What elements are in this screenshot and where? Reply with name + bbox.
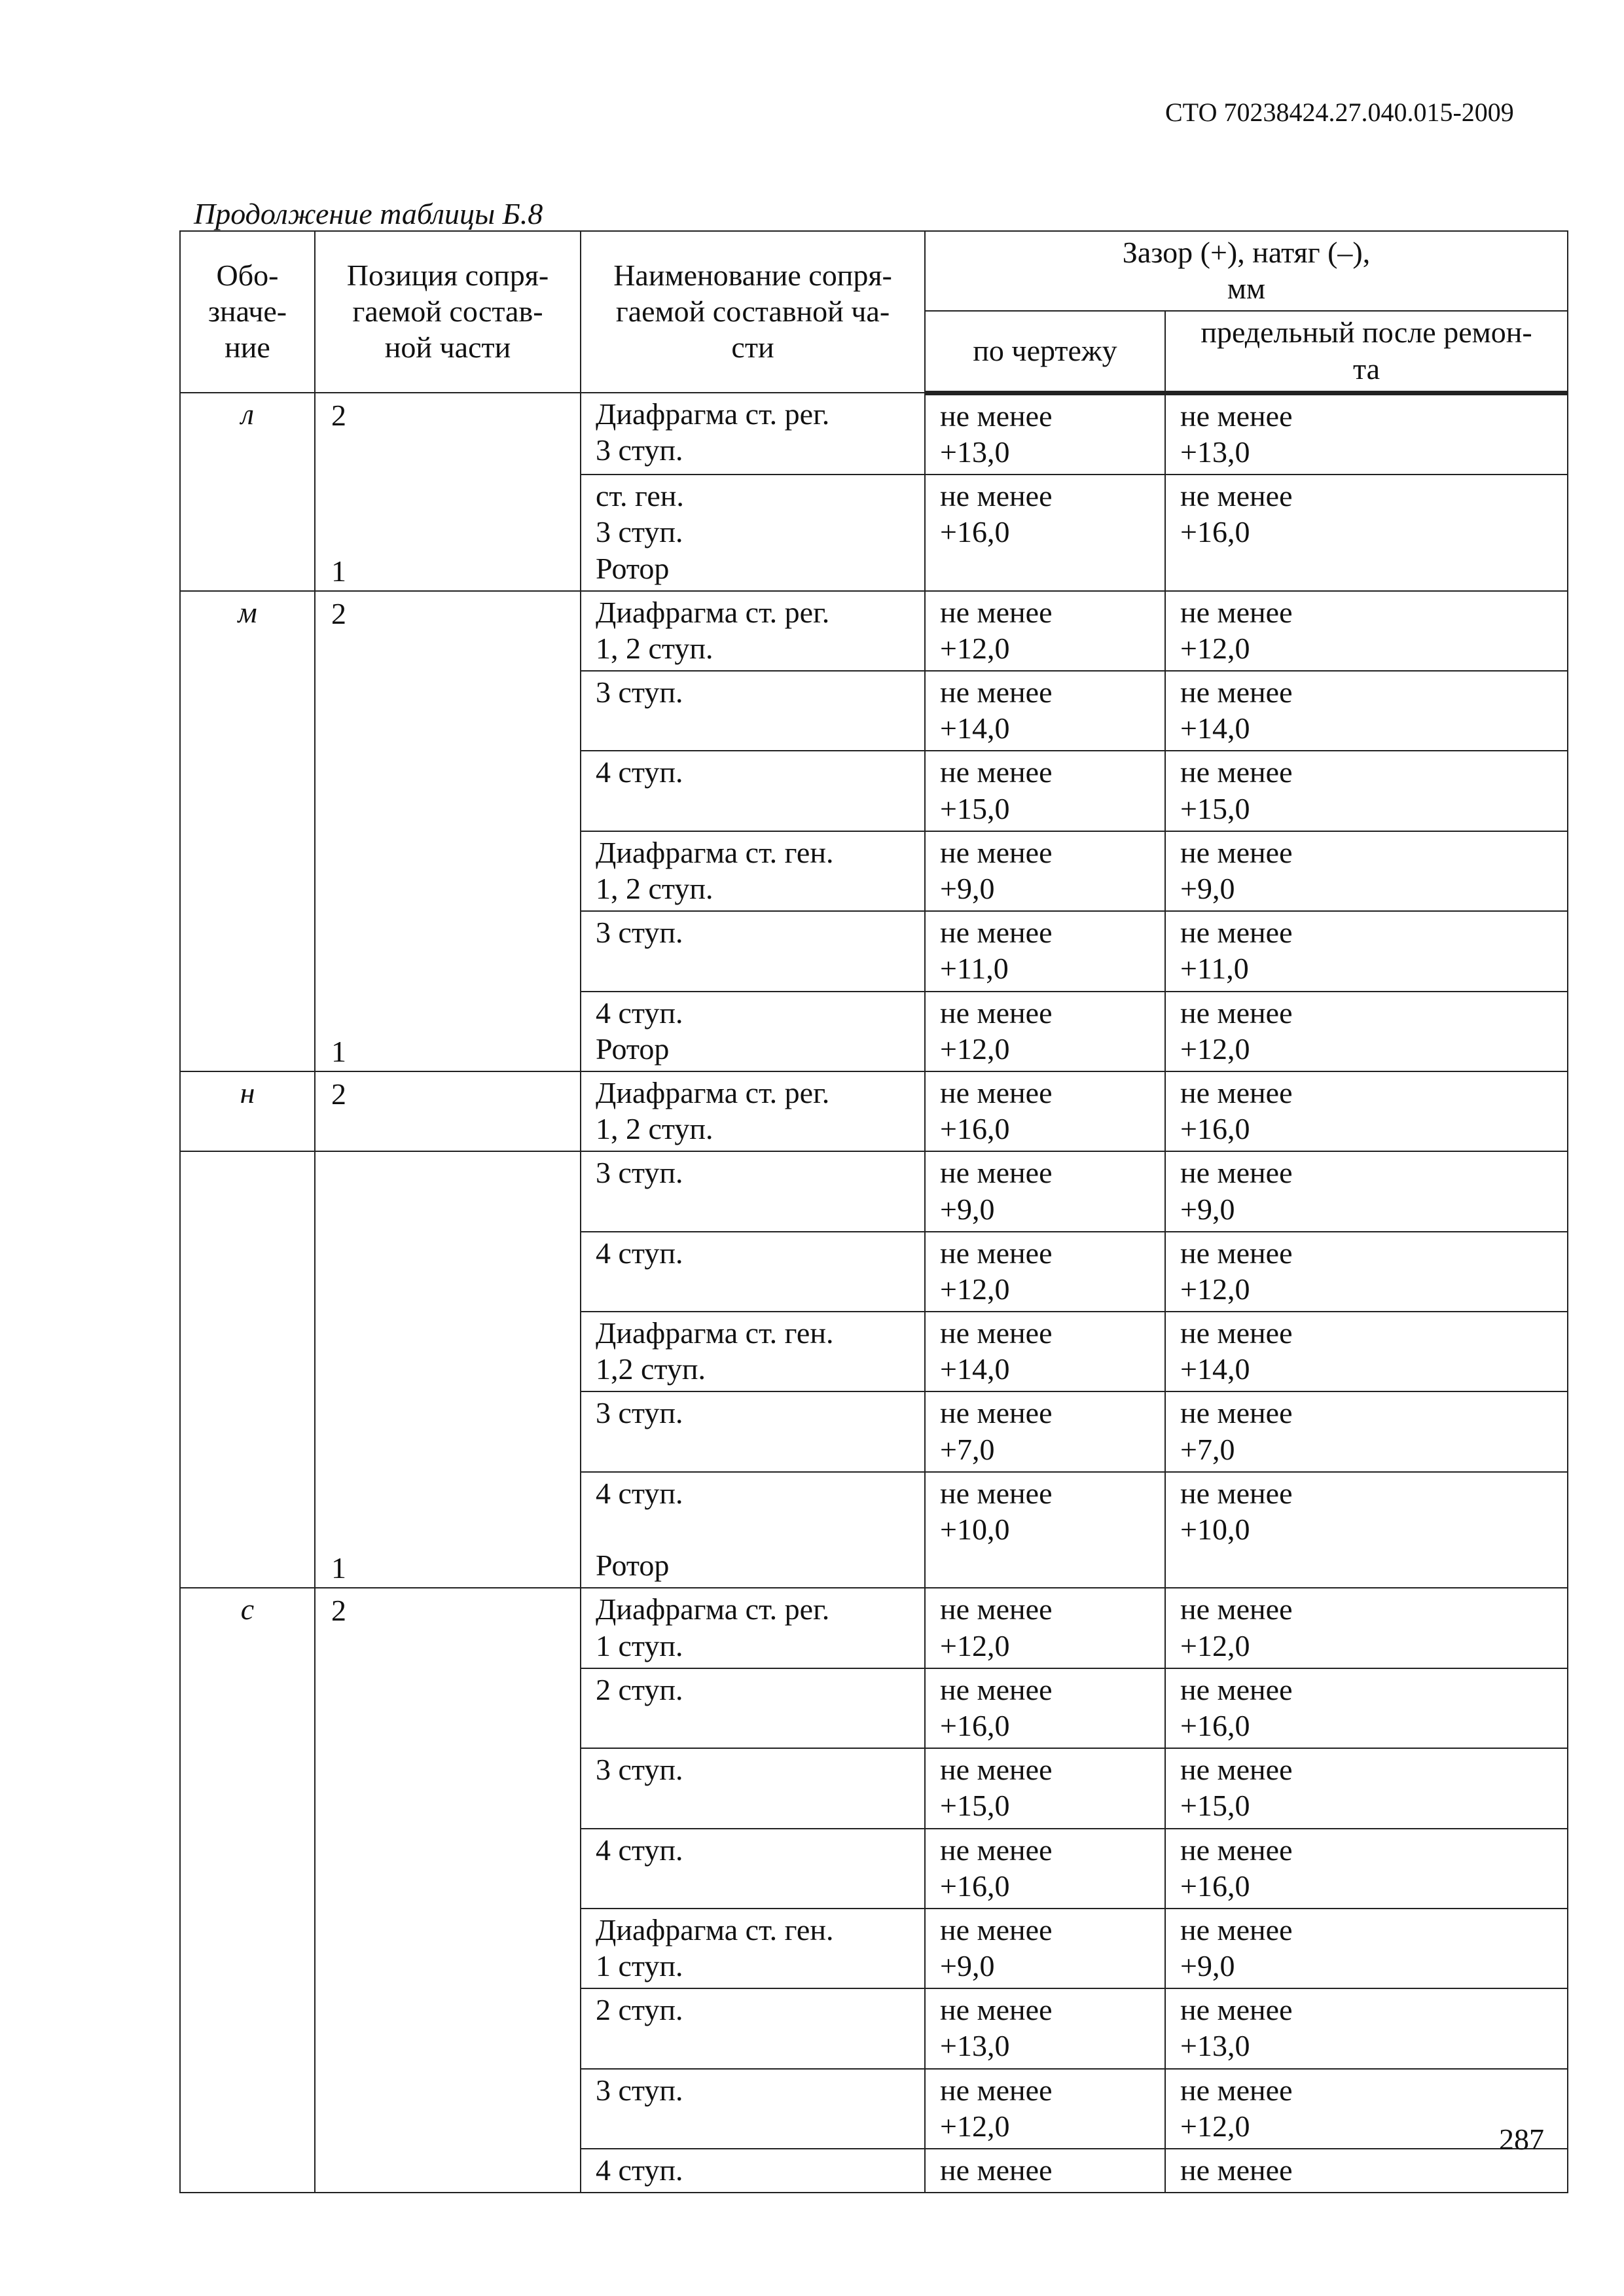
by-drawing-line: не менее xyxy=(940,916,1053,950)
header-designation: Обо- значе- ние xyxy=(180,231,315,393)
designation-cell: с xyxy=(180,1588,315,2193)
by-drawing-line: +12,0 xyxy=(940,1272,1010,1306)
limit-line: не менее xyxy=(1180,2073,1293,2107)
limit-line: не менее xyxy=(1180,1156,1293,1190)
clearance-table xyxy=(179,230,1568,2193)
limit-cell xyxy=(1165,591,1568,671)
limit-line: +13,0 xyxy=(1180,435,1250,469)
part-name-line: 1,2 ступ. xyxy=(596,1352,706,1386)
by-drawing-cell xyxy=(925,1391,1165,1471)
by-drawing-line: +11,0 xyxy=(940,952,1009,986)
part-name-line: 1, 2 ступ. xyxy=(596,1112,713,1146)
part-name-line: Диафрагма ст. рег. xyxy=(596,1075,830,1109)
header-limit-after-repair: предельный после ремон- та xyxy=(1165,311,1568,393)
limit-line: +13,0 xyxy=(1180,2029,1250,2063)
limit-line: +14,0 xyxy=(1180,1352,1250,1386)
by-drawing-cell xyxy=(925,751,1165,831)
limit-line: не менее xyxy=(1180,1075,1293,1109)
part-name-line: 3 ступ. xyxy=(596,675,683,709)
by-drawing-line: +12,0 xyxy=(940,631,1010,665)
limit-line: не менее xyxy=(1180,1993,1293,2027)
part-name-cell xyxy=(581,1071,925,1151)
limit-line: не менее xyxy=(1180,399,1293,433)
limit-line: +14,0 xyxy=(1180,711,1250,745)
part-name-line: Диафрагма ст. ген. xyxy=(596,1316,834,1350)
part-name-cell xyxy=(581,831,925,911)
position-top-value: 2 xyxy=(331,1594,346,1628)
table-row xyxy=(180,591,1568,671)
limit-cell xyxy=(1165,1472,1568,1588)
by-drawing-line: +14,0 xyxy=(940,1352,1010,1386)
part-name-line: 3 ступ. xyxy=(596,916,683,950)
position-top-value: 2 xyxy=(331,596,346,630)
part-name-line: Ротор xyxy=(596,1031,670,1066)
by-drawing-cell xyxy=(925,2149,1165,2193)
by-drawing-line: не менее xyxy=(940,1672,1053,1706)
part-name-cell xyxy=(581,1472,925,1588)
part-name-line: 2 ступ. xyxy=(596,1672,683,1706)
limit-line: +9,0 xyxy=(1180,1949,1235,1983)
limit-line: не менее xyxy=(1180,1912,1293,1946)
by-drawing-cell xyxy=(925,1312,1165,1391)
part-name-line: 4 ступ. xyxy=(596,996,683,1030)
by-drawing-line: не менее xyxy=(940,479,1053,513)
by-drawing-cell xyxy=(925,831,1165,911)
limit-line: +12,0 xyxy=(1180,631,1250,665)
part-name-line: 3 ступ. xyxy=(596,1396,683,1430)
designation-cell xyxy=(180,1151,315,1588)
by-drawing-line: +16,0 xyxy=(940,1869,1010,1903)
limit-cell xyxy=(1165,1829,1568,1909)
limit-cell xyxy=(1165,393,1568,475)
limit-line: +16,0 xyxy=(1180,515,1250,549)
position-bottom-value: 1 xyxy=(331,554,346,588)
by-drawing-cell xyxy=(925,1071,1165,1151)
position-top-value: 2 xyxy=(331,399,346,433)
limit-line: не менее xyxy=(1180,835,1293,869)
by-drawing-line: +16,0 xyxy=(940,1112,1010,1146)
part-name-line: Диафрагма ст. рег. xyxy=(596,595,830,629)
by-drawing-line: не менее xyxy=(940,755,1053,789)
part-name-cell xyxy=(581,992,925,1071)
part-name-line: 3 ступ. xyxy=(596,1753,683,1787)
designation-cell: н xyxy=(180,1071,315,1151)
by-drawing-cell xyxy=(925,1588,1165,1668)
part-name-line: 1 ступ. xyxy=(596,1949,683,1983)
part-name-line: Ротор xyxy=(596,1549,670,1583)
limit-line: не менее xyxy=(1180,1316,1293,1350)
part-name-cell xyxy=(581,1391,925,1471)
by-drawing-line: не менее xyxy=(940,675,1053,709)
part-name-line: Диафрагма ст. ген. xyxy=(596,1912,834,1946)
limit-line: не менее xyxy=(1180,1753,1293,1787)
part-name-cell xyxy=(581,1312,925,1391)
by-drawing-line: +9,0 xyxy=(940,872,995,905)
position-cell xyxy=(315,1071,581,1151)
limit-cell xyxy=(1165,1312,1568,1391)
by-drawing-cell xyxy=(925,1748,1165,1828)
limit-line: не менее xyxy=(1180,1476,1293,1510)
limit-line: +15,0 xyxy=(1180,1789,1250,1823)
by-drawing-line: +12,0 xyxy=(940,1628,1010,1662)
limit-line: не менее xyxy=(1180,595,1293,629)
part-name-cell xyxy=(581,475,925,591)
position-cell xyxy=(315,1151,581,1588)
limit-cell xyxy=(1165,1151,1568,1231)
limit-line: +10,0 xyxy=(1180,1513,1250,1546)
by-drawing-cell xyxy=(925,1988,1165,2068)
part-name-line: 4 ступ. xyxy=(596,755,683,789)
limit-line: +16,0 xyxy=(1180,1708,1250,1742)
part-name-line: 1, 2 ступ. xyxy=(596,631,713,665)
part-name-line: 3 ступ. xyxy=(596,433,683,467)
limit-line: не менее xyxy=(1180,1396,1293,1430)
table-row xyxy=(180,1071,1568,1151)
part-name-cell xyxy=(581,1988,925,2068)
by-drawing-line: +10,0 xyxy=(940,1513,1010,1546)
by-drawing-line: +13,0 xyxy=(940,2029,1010,2063)
part-name-cell xyxy=(581,1232,925,1312)
by-drawing-line: +14,0 xyxy=(940,711,1010,745)
part-name-line: 3 ступ. xyxy=(596,1156,683,1190)
part-name-cell xyxy=(581,1668,925,1748)
part-name-line: 1 ступ. xyxy=(596,1628,683,1662)
part-name-line: 3 ступ. xyxy=(596,515,683,549)
by-drawing-cell xyxy=(925,591,1165,671)
by-drawing-line: не менее xyxy=(940,1396,1053,1430)
by-drawing-line: не менее xyxy=(940,595,1053,629)
designation-cell: л xyxy=(180,393,315,590)
part-name-cell xyxy=(581,591,925,671)
limit-cell xyxy=(1165,671,1568,751)
limit-cell xyxy=(1165,1232,1568,1312)
by-drawing-line: не менее xyxy=(940,399,1053,433)
by-drawing-cell xyxy=(925,393,1165,475)
by-drawing-line: +13,0 xyxy=(940,435,1010,469)
by-drawing-line: не менее xyxy=(940,1316,1053,1350)
part-name-cell xyxy=(581,671,925,751)
limit-line: не менее xyxy=(1180,675,1293,709)
by-drawing-line: +9,0 xyxy=(940,1949,995,1983)
by-drawing-line: не менее xyxy=(940,835,1053,869)
limit-line: +12,0 xyxy=(1180,1272,1250,1306)
by-drawing-cell xyxy=(925,1668,1165,1748)
by-drawing-line: не менее xyxy=(940,1156,1053,1190)
by-drawing-line: не менее xyxy=(940,2153,1053,2187)
part-name-line: Диафрагма ст. ген. xyxy=(596,835,834,869)
limit-line: не менее xyxy=(1180,1592,1293,1626)
position-bottom-value: 1 xyxy=(331,1034,346,1068)
part-name-cell xyxy=(581,911,925,991)
limit-line: +16,0 xyxy=(1180,1869,1250,1903)
limit-cell xyxy=(1165,1909,1568,1988)
limit-line: +7,0 xyxy=(1180,1432,1235,1466)
limit-line: +16,0 xyxy=(1180,1112,1250,1146)
by-drawing-line: не менее xyxy=(940,1236,1053,1270)
part-name-line: Диафрагма ст. рег. xyxy=(596,397,830,431)
part-name-line: 4 ступ. xyxy=(596,1476,683,1510)
limit-line: не менее xyxy=(1180,1672,1293,1706)
by-drawing-line: +9,0 xyxy=(940,1192,995,1226)
part-name-cell xyxy=(581,1748,925,1828)
by-drawing-cell xyxy=(925,1829,1165,1909)
part-name-line: ст. ген. xyxy=(596,479,684,513)
limit-line: +12,0 xyxy=(1180,1628,1250,1662)
limit-cell xyxy=(1165,1748,1568,1828)
by-drawing-line: +15,0 xyxy=(940,791,1010,825)
limit-line: не менее xyxy=(1180,479,1293,513)
part-name-line: 4 ступ. xyxy=(596,2153,683,2187)
by-drawing-cell xyxy=(925,911,1165,991)
by-drawing-line: +15,0 xyxy=(940,1789,1010,1823)
part-name-cell xyxy=(581,1829,925,1909)
limit-line: не менее xyxy=(1180,755,1293,789)
limit-cell xyxy=(1165,1988,1568,2068)
limit-line: не менее xyxy=(1180,2153,1293,2187)
part-name-cell xyxy=(581,1588,925,1668)
limit-line: +12,0 xyxy=(1180,1031,1250,1066)
by-drawing-cell xyxy=(925,1909,1165,1988)
part-name-line: Диафрагма ст. рег. xyxy=(596,1592,830,1626)
limit-line: +9,0 xyxy=(1180,872,1235,905)
document-code: СТО 70238424.27.040.015-2009 xyxy=(1165,98,1514,127)
table-row xyxy=(180,393,1568,475)
header-name: Наименование сопря- гаемой составной ча- сти xyxy=(581,231,925,393)
limit-cell xyxy=(1165,911,1568,991)
part-name-line: 1, 2 ступ. xyxy=(596,872,713,905)
part-name-line: 4 ступ. xyxy=(596,1236,683,1270)
by-drawing-line: +16,0 xyxy=(940,515,1010,549)
limit-line: не менее xyxy=(1180,996,1293,1030)
by-drawing-line: не менее xyxy=(940,1912,1053,1946)
by-drawing-line: не менее xyxy=(940,2073,1053,2107)
by-drawing-line: +12,0 xyxy=(940,1031,1010,1066)
by-drawing-line: не менее xyxy=(940,1075,1053,1109)
part-name-cell xyxy=(581,2149,925,2193)
limit-cell xyxy=(1165,1668,1568,1748)
part-name-cell xyxy=(581,1909,925,1988)
limit-line: +11,0 xyxy=(1180,952,1249,986)
by-drawing-line: +16,0 xyxy=(940,1708,1010,1742)
by-drawing-line: +12,0 xyxy=(940,2109,1010,2143)
by-drawing-cell xyxy=(925,475,1165,591)
by-drawing-cell xyxy=(925,1472,1165,1588)
limit-cell xyxy=(1165,1391,1568,1471)
limit-cell xyxy=(1165,1071,1568,1151)
part-name-line: 3 ступ. xyxy=(596,2073,683,2107)
by-drawing-cell xyxy=(925,1151,1165,1231)
position-bottom-value: 1 xyxy=(331,1551,346,1585)
by-drawing-line: +7,0 xyxy=(940,1432,995,1466)
position-top-value: 2 xyxy=(331,1077,346,1111)
page-number: 287 xyxy=(1499,2123,1544,2156)
position-cell xyxy=(315,1588,581,2193)
limit-cell xyxy=(1165,751,1568,831)
table-body xyxy=(180,393,1568,2193)
header-position: Позиция сопря- гаемой состав- ной части xyxy=(315,231,581,393)
designation-cell: м xyxy=(180,591,315,1071)
part-name-cell xyxy=(581,1151,925,1231)
limit-line: +9,0 xyxy=(1180,1192,1235,1226)
limit-cell xyxy=(1165,475,1568,591)
by-drawing-line: не менее xyxy=(940,1993,1053,2027)
part-name-cell xyxy=(581,751,925,831)
by-drawing-line: не менее xyxy=(940,1833,1053,1867)
part-name-line: 2 ступ. xyxy=(596,1993,683,2027)
limit-cell xyxy=(1165,831,1568,911)
table-header xyxy=(180,231,1568,393)
table-row xyxy=(180,1588,1568,1668)
limit-line: +12,0 xyxy=(1180,2109,1250,2143)
by-drawing-cell xyxy=(925,671,1165,751)
table-caption: Продолжение таблицы Б.8 xyxy=(194,197,543,230)
table-row xyxy=(180,1151,1568,1231)
limit-cell xyxy=(1165,992,1568,1071)
by-drawing-line: не менее xyxy=(940,1753,1053,1787)
by-drawing-cell xyxy=(925,1232,1165,1312)
position-cell xyxy=(315,591,581,1071)
limit-line: не менее xyxy=(1180,1833,1293,1867)
part-name-line: 4 ступ. xyxy=(596,1833,683,1867)
part-name-line xyxy=(596,1511,910,1547)
limit-cell xyxy=(1165,1588,1568,1668)
by-drawing-cell xyxy=(925,2069,1165,2149)
part-name-cell xyxy=(581,393,925,475)
header-gap: Зазор (+), натяг (–), мм xyxy=(925,231,1568,311)
limit-line: не менее xyxy=(1180,1236,1293,1270)
part-name-cell xyxy=(581,2069,925,2149)
limit-line: не менее xyxy=(1180,916,1293,950)
by-drawing-line: не менее xyxy=(940,1592,1053,1626)
position-cell xyxy=(315,393,581,590)
limit-line: +15,0 xyxy=(1180,791,1250,825)
header-by-drawing: по чертежу xyxy=(925,311,1165,393)
part-name-line: Ротор xyxy=(596,551,670,585)
by-drawing-line: не менее xyxy=(940,996,1053,1030)
by-drawing-cell xyxy=(925,992,1165,1071)
by-drawing-line: не менее xyxy=(940,1476,1053,1510)
